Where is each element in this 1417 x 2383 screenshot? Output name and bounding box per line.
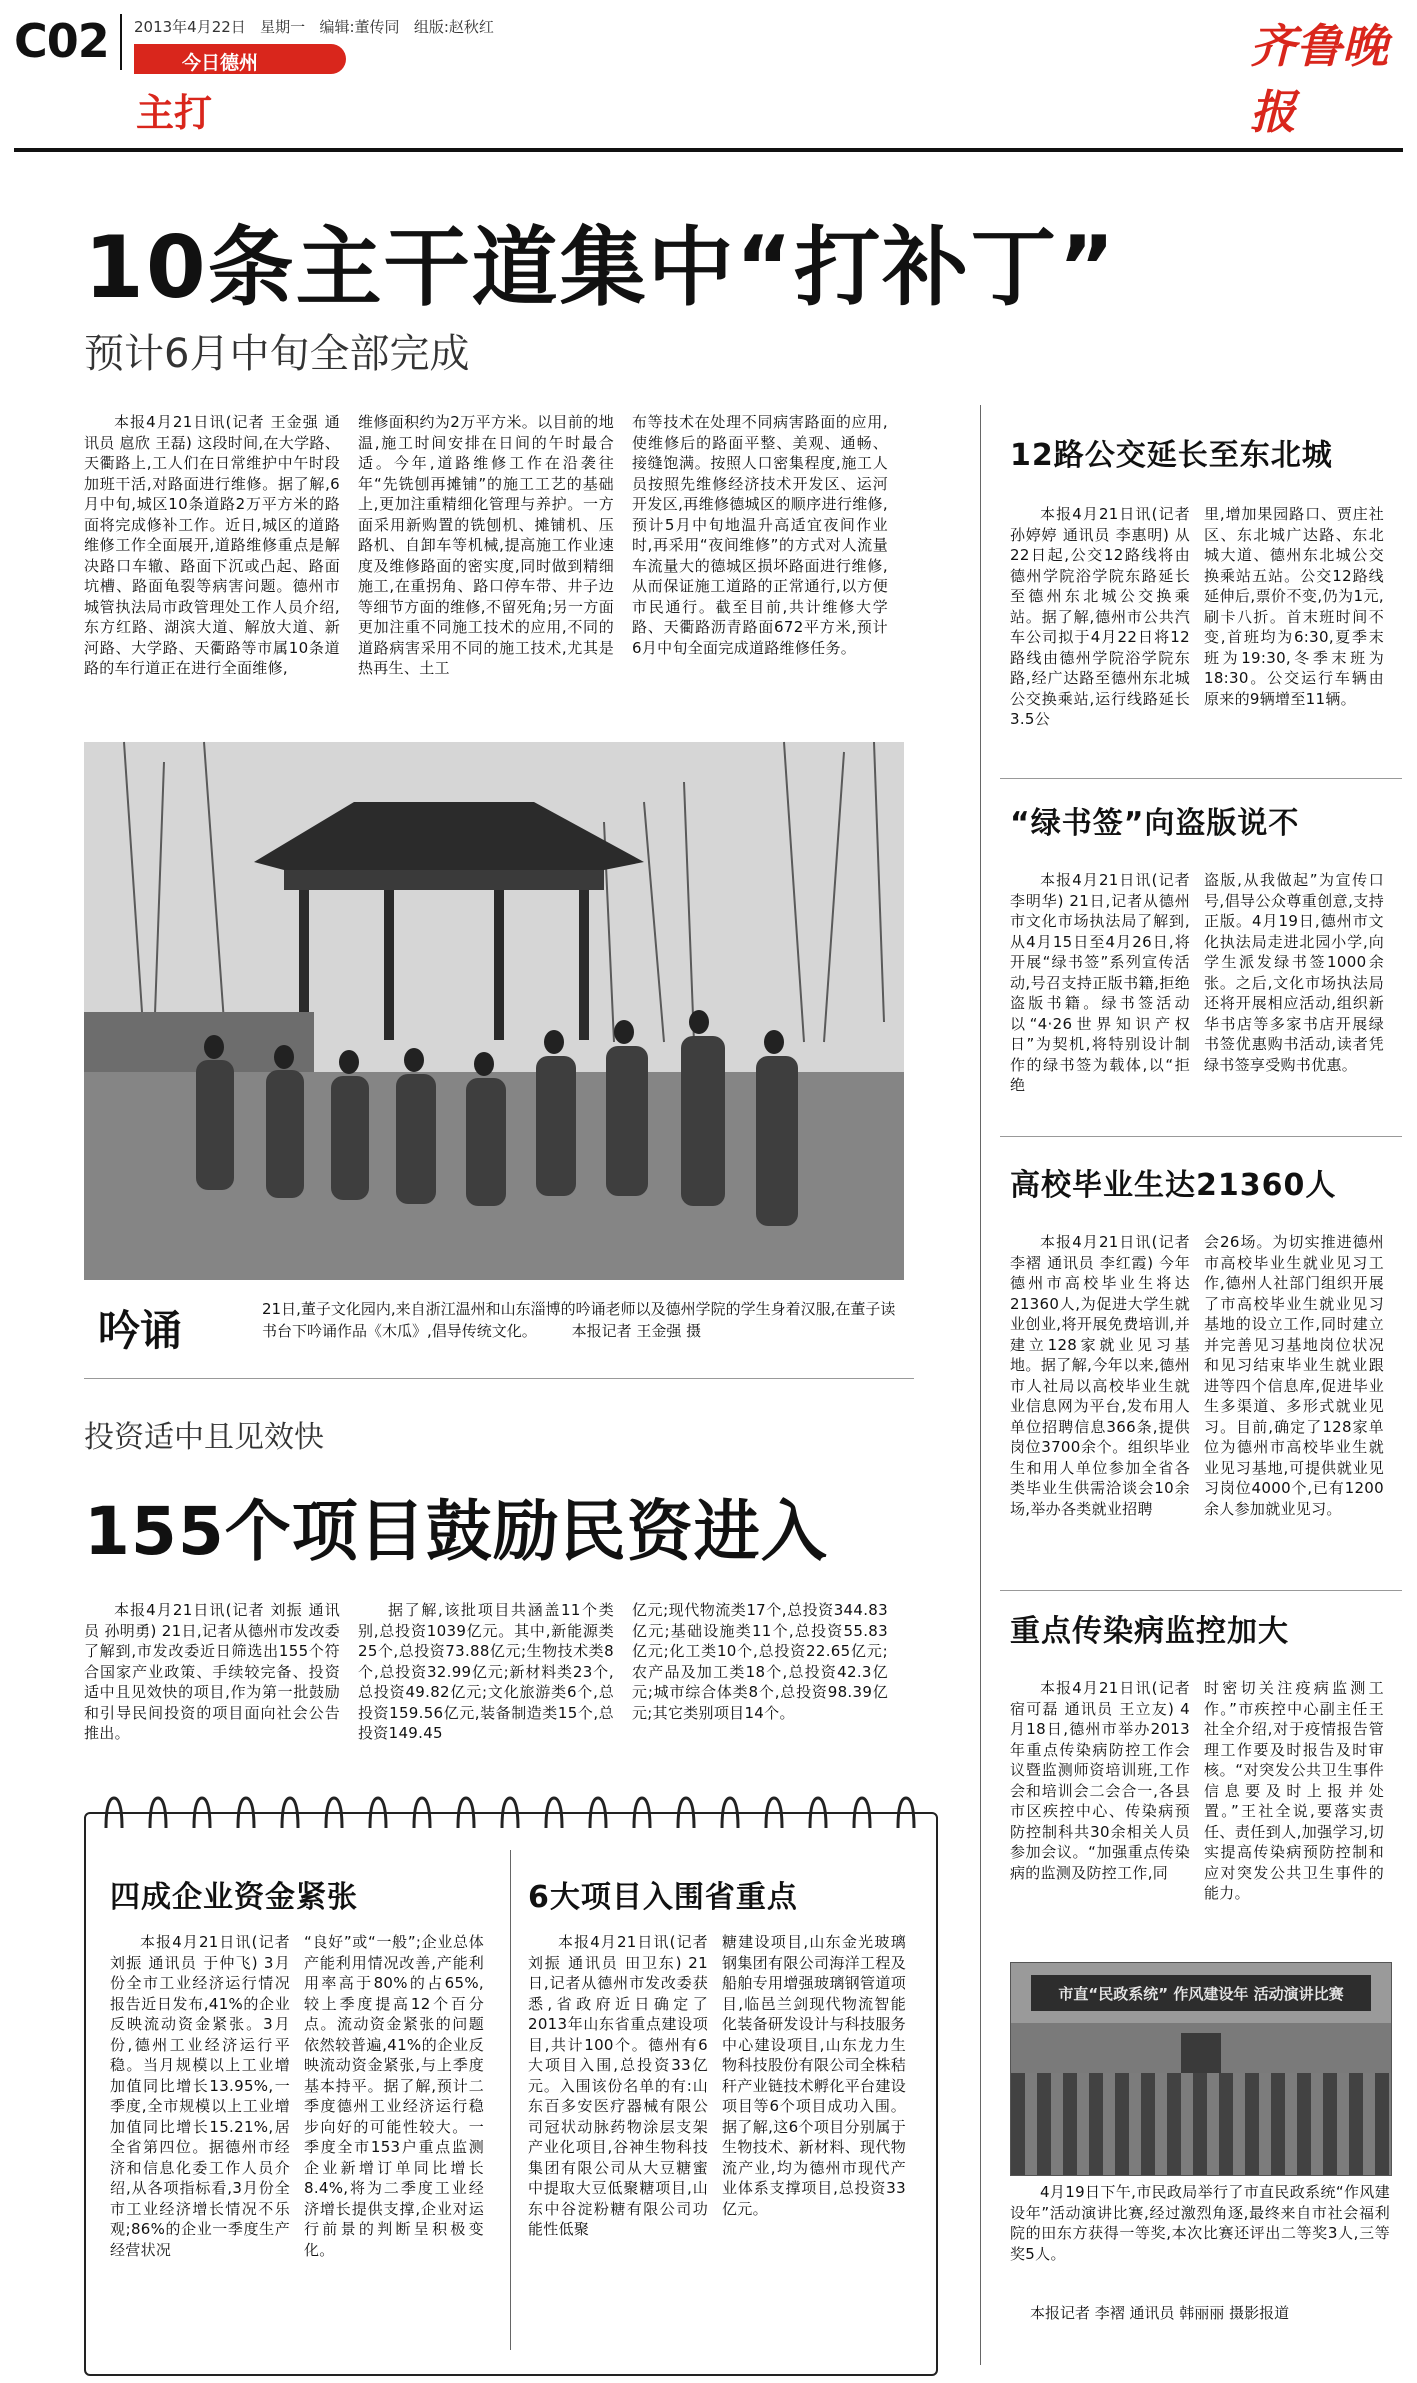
lead-subhead: 预计6月中旬全部完成 (84, 331, 470, 377)
invest-text-3: 亿元;现代物流类17个,总投资344.83亿元;基础设施类11个,总投资55.83亿元;化工类10个,总投资22.65亿元;农产品及加工类18个,总投资42.3亿元;城市综合体类8个,总投资98.39亿元;其它类别项目14个。 (632, 1601, 888, 1722)
box-mid-title: 6大项目入围省重点 (528, 1880, 798, 1915)
box-mid-column-1 (528, 1932, 708, 2352)
column-name: 主打 (136, 91, 213, 135)
graduates-title: 高校毕业生达21360人 (1010, 1168, 1337, 1203)
speech-contest-caption (1010, 2182, 1390, 2292)
layout-credit: 组版:赵秋红 (413, 18, 494, 36)
box-left-column-2 (304, 1932, 484, 2352)
bus-text-2: 里,增加果园路口、贾庄社区、东北城广达路、东北城大道、德州东北城公交换乘站五站。公交12路线延伸后,票价不变,仍为1元,刷卡八折。首末班时间不变,首班均为6:30,夏季末班为19:30,冬季末班为18:30。公交运行车辆由原来的9辆增至11辆。 (1204, 505, 1384, 708)
section-tab-label: 今日德州 (182, 52, 259, 74)
masthead-logo: 齐鲁晚报 (1250, 19, 1388, 139)
photo-label: 吟诵 (98, 1306, 183, 1355)
header-vertical-divider (120, 14, 122, 70)
contest-podium (1181, 2033, 1221, 2073)
lead-text-3: 布等技术在处理不同病害路面的应用,使维修后的路面平整、美观、通畅、接缝饱满。按照人口密集程度,施工人员按照先维修经济技术开发区、运河开发区,再维修德城区的顺序进行维修,预计5月中旬地温升高适宜夜间作业时,再采用“夜间维修”的方式对人流量车流量大的德城区损坏路面进行维修,从而保证施工道路的正常通行,以方便市民通行。截至目前,共计维修大学路、天衢路沥青路面672平方米,预计6月中旬全面完成道路维修任务。 (632, 413, 888, 657)
lead-column-2 (358, 412, 614, 702)
bus-column-2 (1204, 504, 1384, 766)
disease-column-1 (1010, 1678, 1190, 1926)
speech-caption-text: 4月19日下午,市民政局举行了市直民政系统“作风建设年”活动演讲比赛,经过激烈角逐,最终来自市社会福利院的田东方获得一等奖,本次比赛还评出二等奖3人,三等奖5人。 (1010, 2183, 1390, 2263)
bus-column-1 (1010, 504, 1190, 766)
speech-contest-photo (1010, 1962, 1392, 2176)
notebook-rings (84, 1788, 934, 1838)
header-rule (14, 148, 1403, 152)
photo-caption-text: 21日,董子文化园内,来自浙江温州和山东淄博的吟诵老师以及德州学院的学生身着汉服,在董子读书台下吟诵作品《木瓜》,倡导传统文化。 (262, 1300, 896, 1340)
right-column-divider (980, 405, 981, 2365)
disease-column-2 (1204, 1678, 1384, 1926)
bus-title: 12路公交延长至东北城 (1010, 438, 1333, 473)
lead-text-1: 本报4月21日讯(记者 王金强 通讯员 扈欣 王磊) 这段时间,在大学路、天衢路上,工人们在日常维护中午时段加班干活,对路面进行维修。据了解,6月中旬,城区10条道路2万平方米的路面将完成修补工作。近日,城区的道路维修工作全面展开,道路维修重点是解决路口车辙、路面下沉或凸起、路面坑槽、路面龟裂等病害问题。德州市城管执法局市政管理处工作人员介绍,东方红路、湖滨大道、解放大道、新河路、大学路、天衢路等市属10条道路的车行道正在进行全面维修, (84, 413, 340, 677)
right-rule-2 (1000, 1136, 1402, 1137)
green-column-2 (1204, 870, 1384, 1124)
issue-weekday: 星期一 (260, 18, 306, 36)
contest-audience (1011, 2073, 1391, 2175)
invest-top-rule (84, 1378, 914, 1379)
lead-column-3 (632, 412, 888, 702)
lead-column-1 (84, 412, 340, 702)
header-meta (134, 16, 494, 37)
green-text-2: 盗版,从我做起”为宣传口号,倡导公众尊重创意,支持正版。4月19日,德州市文化执法局走进北园小学,向学生派发绿书签1000余张。之后,文化市场执法局还将开展相应活动,组织新华书店等多家书店开展绿书签优惠购书活动,读者凭绿书签享受购书优惠。 (1204, 871, 1384, 1074)
green-text-1: 本报4月21日讯(记者 李明华) 21日,记者从德州市文化市场执法局了解到,从4月15日至4月26日,将开展“绿书签”系列宣传活动,号召支持正版书籍,拒绝盗版书籍。绿书签活动以“4·26世界知识产权日”为契机,将特别设计制作的绿书签为载体,以“拒绝 (1010, 871, 1190, 1094)
box-left-text-1: 本报4月21日讯(记者 刘振 通讯员 于仲飞) 3月份全市工业经济运行情况报告近日发布,41%的企业反映流动资金紧张。3月份,德州工业经济运行平稳。当月规模以上工业增加值同比增长13.95%,一季度,全市规模以上工业增加值同比增长15.21%,居全省第四位。据德州市经济和信息化委工作人员介绍,从各项指标看,3月份全市工业经济增长情况不乐观;86%的企业一季度生产经营状况 (110, 1933, 290, 2259)
invest-column-3 (632, 1600, 888, 1730)
grads-column-1 (1010, 1232, 1190, 1578)
box-left-text-2: “良好”或“一般”;企业总体产能利用情况改善,产能利用率高于80%的占65%,较上季度提高12个百分点。流动资金紧张的问题依然较普遍,41%的企业反映流动资金紧张,与上季度基本持平。据了解,预计二季度德州工业经济运行稳步向好的可能性较大。一季度全市153户重点监测企业新增订单同比增长8.4%,将为二季度工业经济增长提供支撑,企业对运行前景的判断呈积极变化。 (304, 1933, 484, 2259)
box-left-column-1 (110, 1932, 290, 2352)
speech-contest-credit: 本报记者 李褶 通讯员 韩丽丽 摄影报道 (1030, 2304, 1290, 2322)
disease-text-2: 时密切关注疫病监测工作。”市疾控中心副主任王社全介绍,对于疫情报告管理工作要及时报告及时审核。“对突发公共卫生事件信息要及时上报并处置。”王社全说,要落实责任、责任到人,加强学习,切实提高传染病预防控制和应对突发公共卫生事件的能力。 (1204, 1679, 1384, 1902)
right-rule-1 (1000, 778, 1402, 779)
page-number: C02 (14, 14, 109, 68)
grads-text-2: 会26场。为切实推进德州市高校毕业生就业见习工作,德州人社部门组织开展了市高校毕业生就业见习基地的设立工作,同时建立并完善见习基地岗位状况和见习结束毕业生就业跟进等四个信息库,促进毕业生多渠道、多形式就业见习。目前,确定了128家单位为德州市高校毕业生就业见习基地,可提供就业见习岗位4000个,已有1200余人参加就业见习。 (1204, 1233, 1384, 1518)
photo-caption (262, 1298, 902, 1342)
grads-column-2 (1204, 1232, 1384, 1578)
green-bookmark-title: “绿书签”向盗版说不 (1010, 806, 1300, 841)
invest-kicker: 投资适中且见效快 (84, 1420, 324, 1455)
disease-text-1: 本报4月21日讯(记者 宿可磊 通讯员 王立友) 4月18日,德州市举办2013年重点传染病防控工作会议暨监测师资培训班,工作会和培训会二会合一,各县市区疾控中心、传染病预防控制科共30余相关人员参加会议。“加强重点传染病的监测及防控工作,同 (1010, 1679, 1190, 1882)
bus-text-1: 本报4月21日讯(记者 孙婷婷 通讯员 李惠明) 从22日起,公交12路线将由德州学院浴学院东路延长至德州东北城公交换乘站。据了解,德州市公共汽车公司拟于4月22日将12路线由德州学院浴学院东路,经广达路至德州东北城公交换乘站,运行线路延长3.5公 (1010, 505, 1190, 728)
invest-text-2: 据了解,该批项目共涵盖11个类别,总投资1039亿元。其中,新能源类25个,总投资73.88亿元;生物技术类8个,总投资32.99亿元;新材料类23个,总投资49.82亿元;文化旅游类6个,总投资159.56亿元,装备制造类15个,总投资149.45 (358, 1601, 614, 1742)
briefs-inner-divider (510, 1850, 511, 2350)
contest-banner-text: 市直“民政系统” 作风建设年 活动演讲比赛 (1058, 1985, 1344, 2003)
issue-date: 2013年4月22日 (134, 18, 246, 36)
invest-text-1: 本报4月21日讯(记者 刘振 通讯员 孙明勇) 21日,记者从德州市发改委了解到,市发改委近日筛选出155个符合国家产业政策、手续较完备、投资适中且见效快的项目,作为第一批鼓励和引导民间投资的项目面向社会公告推出。 (84, 1601, 340, 1742)
lead-headline: 10条主干道集中“打补丁” (84, 218, 1117, 318)
lead-text-2: 维修面积约为2万平方米。以目前的地温,施工时间安排在日间的午时最合适。今年,道路维修工作在沿袭往年“先铣刨再摊铺”的施工工艺的基础上,更加注重精细化管理与养护。一方面采用新购置的铣刨机、摊铺机、压路机、自卸车等机械,提高施工作业速度及维修路面的密实度,同时做到精细施工,在重拐角、路口停车带、井子边等细节方面的维修,不留死角;另一方面更加注重不同施工技术的应用,不同的道路病害采用不同的施工技术,尤其是热再生、土工 (358, 413, 614, 677)
box-left-title: 四成企业资金紧张 (110, 1880, 358, 1915)
box-mid-text-1: 本报4月21日讯(记者 刘振 通讯员 田卫东) 21日,记者从德州市发改委获悉,省政府近日确定了2013年山东省重点建设项目,共计100个。德州有6大项目入围,总投资33亿元。入围该份名单的有:山东百多安医疗器械有限公司冠状动脉药物涂层支架产业化项目,谷神生物科技集团有限公司从大豆糖蜜中提取大豆低聚糖项目,山东中谷淀粉糖有限公司功能性低聚 (528, 1933, 708, 2238)
invest-headline: 155个项目鼓励民资进入 (84, 1493, 828, 1570)
right-rule-3 (1000, 1590, 1402, 1591)
invest-column-1 (84, 1600, 340, 1742)
grads-text-1: 本报4月21日讯(记者 李褶 通讯员 李红霞) 今年德州市高校毕业生将达21360人,为促进大学生就业创业,将开展免费培训,并建立128家就业见习基地。据了解,今年以来,德州市人社局以高校毕业生就业信息网为平台,发布用人单位招聘信息366条,提供岗位3700余个。组织毕业生和用人单位参加全省各类毕业生供需洽谈会10余场,举办各类就业招聘 (1010, 1233, 1190, 1518)
main-photo (84, 742, 904, 1280)
editor-credit: 编辑:董传同 (319, 18, 400, 36)
invest-column-2 (358, 1600, 614, 1742)
photo-pavilion-eave (284, 870, 604, 890)
box-mid-column-2 (722, 1932, 906, 2352)
box-mid-text-2: 糖建设项目,山东金光玻璃钢集团有限公司海洋工程及船舶专用增强玻璃钢管道项目,临邑兰剑现代物流智能化装备研发设计与科技服务中心建设项目,山东龙力生物科技股份有限公司全株秸秆产业链技术孵化平台建设项目等6个项目成功入围。据了解,这6个项目分别属于生物技术、新材料、现代物流产业,均为德州市现代产业体系支撑项目,总投资33亿元。 (722, 1933, 906, 2218)
green-column-1 (1010, 870, 1190, 1124)
photo-credit: 本报记者 王金强 摄 (571, 1322, 702, 1340)
main-photo-illustration (84, 742, 904, 1280)
disease-title: 重点传染病监控加大 (1010, 1614, 1289, 1649)
